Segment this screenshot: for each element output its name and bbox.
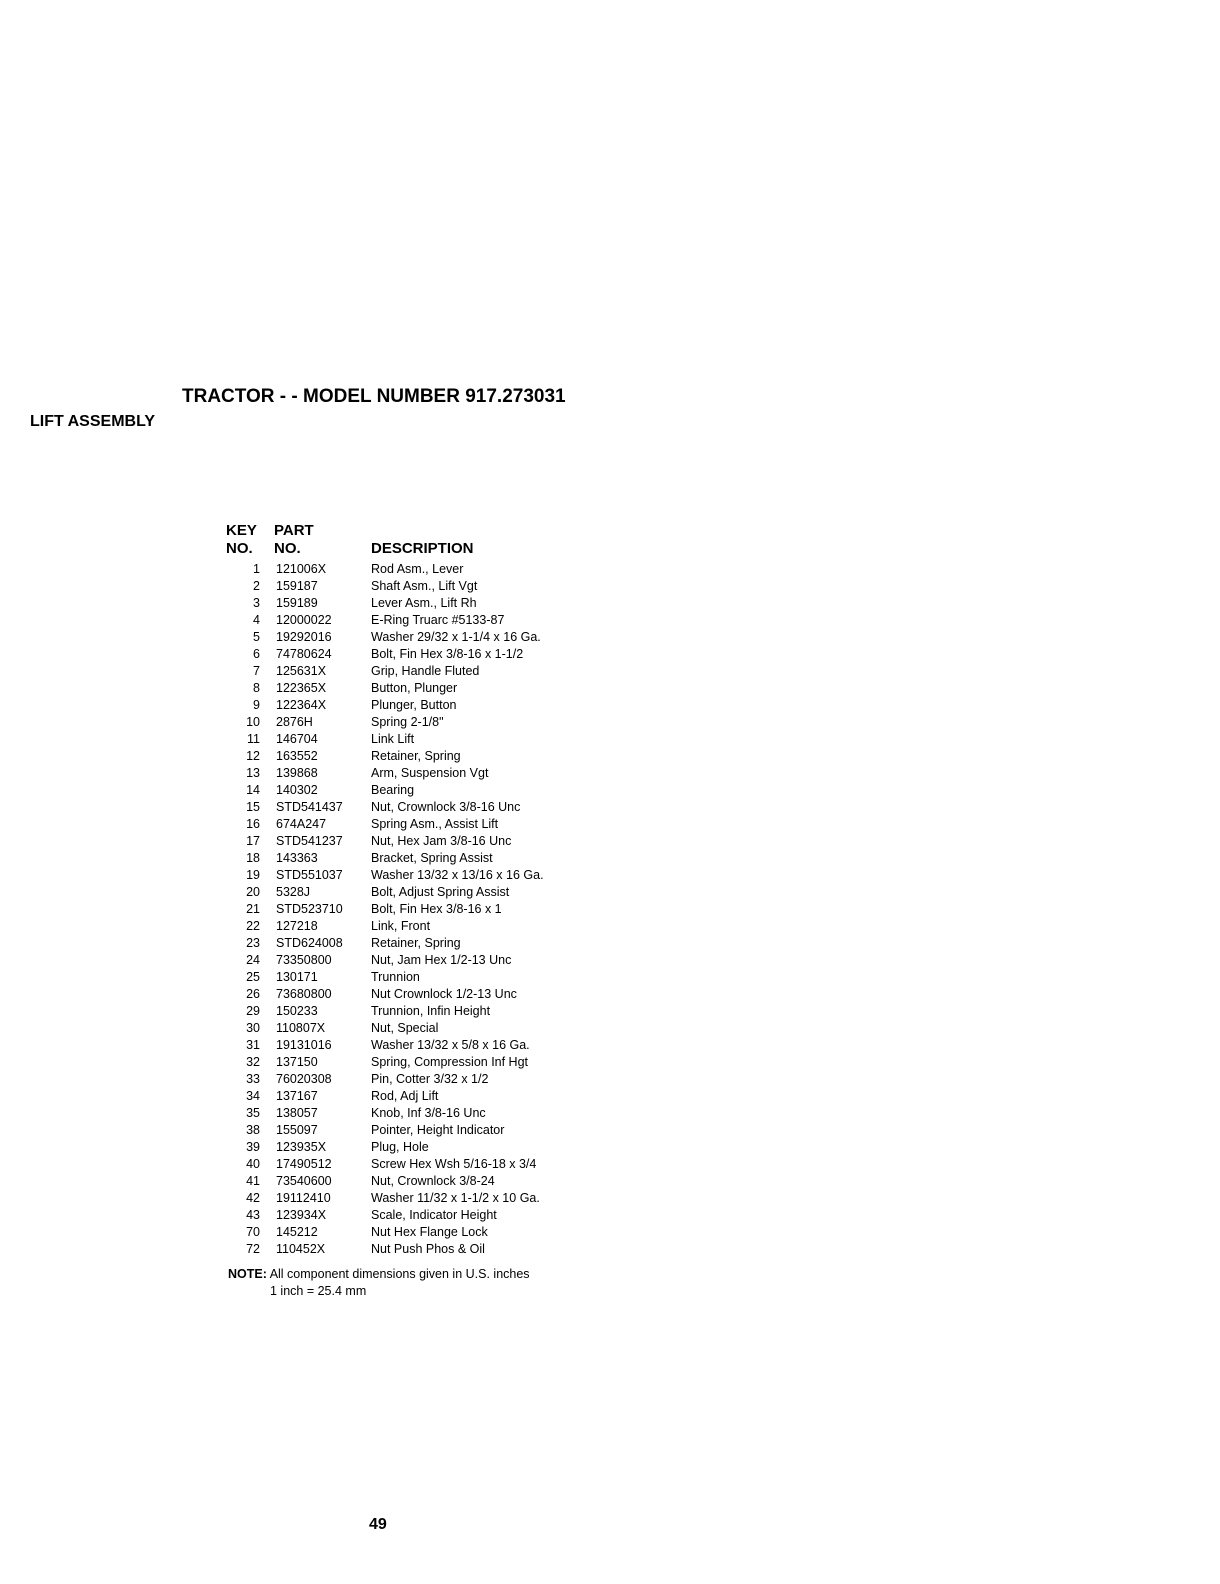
key-cell: 20 [246, 885, 260, 899]
part-number-cell: 17490512 [276, 1157, 332, 1171]
key-cell: 21 [246, 902, 260, 916]
description-cell: Bracket, Spring Assist [371, 851, 493, 865]
key-cell: 5 [253, 630, 260, 644]
key-cell: 43 [246, 1208, 260, 1222]
part-number-cell: 155097 [276, 1123, 318, 1137]
key-cell: 31 [246, 1038, 260, 1052]
key-cell: 26 [246, 987, 260, 1001]
part-number-cell: 2876H [276, 715, 313, 729]
description-cell: Bearing [371, 783, 415, 797]
part-number-cell: 139868 [276, 766, 318, 780]
key-cell: 1 [253, 562, 260, 576]
description-cell: Retainer, Spring [371, 936, 461, 950]
key-cell: 30 [246, 1021, 260, 1035]
part-number-cell: 123934X [276, 1208, 327, 1222]
key-cell: 38 [246, 1123, 260, 1137]
key-header-line2: NO. [226, 540, 253, 557]
key-cell: 19 [246, 868, 260, 882]
key-cell: 70 [246, 1225, 260, 1239]
note-text: All component dimensions given in U.S. inches [269, 1267, 530, 1281]
key-cell: 15 [246, 800, 260, 814]
part-number-cell: 5328J [276, 885, 311, 899]
key-cell: 6 [253, 647, 260, 661]
description-cell: Scale, Indicator Height [371, 1208, 497, 1222]
part-number-cell: 674A247 [276, 817, 327, 831]
part-number-cell: 146704 [276, 732, 318, 746]
key-cell: 72 [246, 1242, 260, 1256]
part-number-cell: 123935X [276, 1140, 327, 1154]
key-cell: 35 [246, 1106, 260, 1120]
key-cell: 18 [246, 851, 260, 865]
part-number-cell: 125631X [276, 664, 327, 678]
description-cell: Trunnion, Infin Height [371, 1004, 491, 1018]
description-cell: Screw Hex Wsh 5/16-18 x 3/4 [371, 1157, 537, 1171]
description-header: DESCRIPTION [371, 540, 474, 557]
description-cell: Nut, Jam Hex 1/2-13 Unc [371, 953, 512, 967]
description-cell: Nut, Crownlock 3/8-24 [371, 1174, 495, 1188]
note-line-1 [228, 1266, 530, 1283]
description-cell: Spring Asm., Assist Lift [371, 817, 499, 831]
part-number-cell: STD624008 [276, 936, 343, 950]
key-cell: 29 [246, 1004, 260, 1018]
description-cell: Arm, Suspension Vgt [371, 766, 489, 780]
description-cell: Bolt, Adjust Spring Assist [371, 885, 510, 899]
key-cell: 4 [253, 613, 260, 627]
part-number-cell: STD541437 [276, 800, 343, 814]
description-cell: Washer 13/32 x 13/16 x 16 Ga. [371, 868, 544, 882]
key-cell: 16 [246, 817, 260, 831]
part-number-cell: 74780624 [276, 647, 332, 661]
part-number-cell: 19131016 [276, 1038, 332, 1052]
description-cell: Nut, Special [371, 1021, 439, 1035]
part-number-cell: 122364X [276, 698, 327, 712]
part-number-cell: 137167 [276, 1089, 318, 1103]
part-number-cell: 138057 [276, 1106, 318, 1120]
page-number: 49 [369, 1516, 387, 1533]
part-number-cell: 122365X [276, 681, 327, 695]
description-cell: Link, Front [371, 919, 431, 933]
description-cell: Pointer, Height Indicator [371, 1123, 505, 1137]
part-number-cell: 163552 [276, 749, 318, 763]
description-cell: Rod Asm., Lever [371, 562, 464, 576]
part-number-cell: 137150 [276, 1055, 318, 1069]
description-cell: Shaft Asm., Lift Vgt [371, 579, 478, 593]
description-cell: Spring, Compression Inf Hgt [371, 1055, 529, 1069]
key-cell: 13 [246, 766, 260, 780]
part-number-cell: 130171 [276, 970, 318, 984]
description-cell: Pin, Cotter 3/32 x 1/2 [371, 1072, 489, 1086]
description-cell: Nut Hex Flange Lock [371, 1225, 488, 1239]
part-number-cell: 127218 [276, 919, 318, 933]
key-cell: 22 [246, 919, 260, 933]
description-cell: Washer 13/32 x 5/8 x 16 Ga. [371, 1038, 530, 1052]
key-cell: 34 [246, 1089, 260, 1103]
part-number-cell: STD523710 [276, 902, 343, 916]
section-title: LIFT ASSEMBLY [30, 413, 156, 430]
key-cell: 11 [247, 732, 260, 746]
key-cell: 42 [246, 1191, 260, 1205]
note-line-2: 1 inch = 25.4 mm [270, 1284, 367, 1298]
key-cell: 8 [253, 681, 260, 695]
description-cell: Spring 2-1/8" [371, 715, 444, 729]
key-cell: 9 [253, 698, 260, 712]
key-cell: 32 [246, 1055, 260, 1069]
part-header-line2: NO. [274, 540, 301, 557]
description-cell: Nut, Crownlock 3/8-16 Unc [371, 800, 521, 814]
part-number-cell: 159187 [276, 579, 318, 593]
note-label: NOTE: [228, 1267, 267, 1281]
description-cell: Link Lift [371, 732, 415, 746]
key-cell: 25 [246, 970, 260, 984]
part-number-cell: 73680800 [276, 987, 332, 1001]
description-cell: Plunger, Button [371, 698, 457, 712]
part-number-cell: 73350800 [276, 953, 332, 967]
part-number-cell: 159189 [276, 596, 318, 610]
part-header-line1: PART [274, 522, 314, 539]
part-number-cell: 110452X [276, 1242, 326, 1256]
description-cell: E-Ring Truarc #5133-87 [371, 613, 505, 627]
page-title: TRACTOR - - MODEL NUMBER 917.273031 [182, 386, 566, 407]
key-cell: 14 [246, 783, 260, 797]
key-header-line1: KEY [226, 522, 257, 539]
key-cell: 7 [253, 664, 260, 678]
description-cell: Button, Plunger [371, 681, 458, 695]
description-cell: Washer 29/32 x 1-1/4 x 16 Ga. [371, 630, 541, 644]
part-number-cell: 19292016 [276, 630, 332, 644]
dimension-note [228, 1266, 530, 1300]
part-number-cell: 150233 [276, 1004, 318, 1018]
key-cell: 41 [246, 1174, 260, 1188]
key-cell: 39 [246, 1140, 260, 1154]
description-cell: Grip, Handle Fluted [371, 664, 480, 678]
description-cell: Nut Crownlock 1/2-13 Unc [371, 987, 517, 1001]
key-cell: 12 [246, 749, 260, 763]
part-number-cell: 145212 [276, 1225, 318, 1239]
part-number-cell: STD551037 [276, 868, 343, 882]
part-number-cell: 143363 [276, 851, 318, 865]
key-cell: 23 [246, 936, 260, 950]
description-cell: Nut, Hex Jam 3/8-16 Unc [371, 834, 512, 848]
part-number-cell: 121006X [276, 562, 327, 576]
part-number-cell: 110807X [276, 1021, 326, 1035]
description-cell: Lever Asm., Lift Rh [371, 596, 477, 610]
description-cell: Knob, Inf 3/8-16 Unc [371, 1106, 486, 1120]
description-cell: Nut Push Phos & Oil [371, 1242, 485, 1256]
key-cell: 2 [253, 579, 260, 593]
description-cell: Bolt, Fin Hex 3/8-16 x 1 [371, 902, 502, 916]
part-number-cell: 73540600 [276, 1174, 332, 1188]
description-cell: Trunnion [371, 970, 420, 984]
key-cell: 33 [246, 1072, 260, 1086]
description-cell: Washer 11/32 x 1-1/2 x 10 Ga. [371, 1191, 540, 1205]
part-number-cell: STD541237 [276, 834, 343, 848]
description-cell: Rod, Adj Lift [371, 1089, 439, 1103]
key-cell: 40 [246, 1157, 260, 1171]
part-number-cell: 19112410 [276, 1191, 331, 1205]
key-cell: 10 [246, 715, 260, 729]
description-cell: Bolt, Fin Hex 3/8-16 x 1-1/2 [371, 647, 524, 661]
key-cell: 17 [246, 834, 260, 848]
key-cell: 24 [246, 953, 260, 967]
part-number-cell: 76020308 [276, 1072, 332, 1086]
part-number-cell: 12000022 [276, 613, 332, 627]
description-cell: Retainer, Spring [371, 749, 461, 763]
description-cell: Plug, Hole [371, 1140, 429, 1154]
key-cell: 3 [253, 596, 260, 610]
part-number-cell: 140302 [276, 783, 318, 797]
